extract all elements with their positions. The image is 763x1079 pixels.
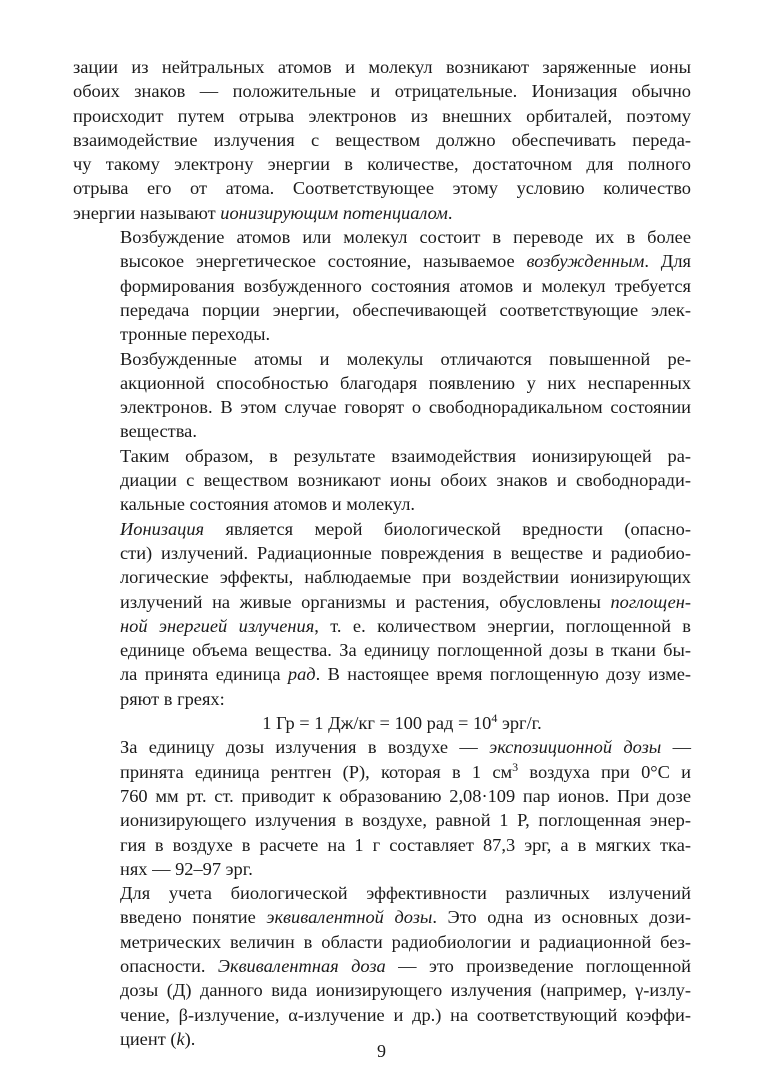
italic-term: ной энергией излучения bbox=[120, 615, 315, 636]
text-run: единице объема вещества. За единицу поглощенной дозы в ткани бы- bbox=[120, 640, 691, 661]
text-run: обоих знаков — положительные и отрицательные. Ионизация обычно bbox=[73, 81, 691, 102]
text-run: кальные состояния атомов и молекул. bbox=[120, 494, 415, 515]
text-run: ионизирующего излучения в воздухе, равной 1 Р, поглощенная энер- bbox=[120, 810, 691, 831]
italic-term: эквивалентной дозы bbox=[266, 907, 433, 928]
paragraph bbox=[73, 347, 691, 444]
text-run: 760 мм рт. ст. приводит к образованию 2,08·109 пар ионов. При дозе bbox=[120, 785, 691, 806]
paragraph bbox=[73, 517, 691, 711]
text-run: . Для bbox=[644, 251, 691, 272]
paragraph bbox=[73, 444, 691, 517]
text-line bbox=[73, 735, 691, 759]
text-line bbox=[73, 517, 691, 541]
text-run: нях — 92–97 эрг. bbox=[120, 858, 253, 879]
text-line bbox=[73, 55, 691, 79]
text-run: акционной способностью благодаря появлению у них неспаренных bbox=[120, 372, 691, 393]
text-run: воздуха при 0°С и bbox=[518, 761, 692, 782]
text-line bbox=[73, 978, 691, 1002]
text-line bbox=[73, 104, 691, 128]
text-run: — bbox=[661, 737, 691, 758]
italic-term: k bbox=[176, 1028, 185, 1049]
text-run: . Это одна из основных дози- bbox=[432, 907, 691, 928]
text-run: метрических величин в области радиобиологии и радиационной без- bbox=[120, 931, 691, 952]
text-line bbox=[73, 419, 691, 443]
italic-term: возбужденным bbox=[526, 251, 645, 272]
text-line bbox=[73, 857, 691, 881]
text-run: диации с веществом возникают ионы обоих знаков и свободноради- bbox=[120, 470, 691, 491]
text-run: Таким образом, в результате взаимодействия ионизирующей ра- bbox=[120, 445, 691, 466]
text-run: передача порции энергии, обеспечивающей соответствующие элек- bbox=[120, 299, 691, 320]
text-line bbox=[73, 833, 691, 857]
text-run: взаимодействие излучения с веществом должно обеспечивать переда- bbox=[73, 129, 691, 150]
text-line bbox=[73, 662, 691, 686]
text-run: , т. е. количеством энергии, поглощенной в bbox=[314, 615, 691, 636]
paragraph bbox=[73, 225, 691, 346]
text-run: ла принята единица bbox=[120, 664, 288, 685]
italic-term: Эквивалентная доза bbox=[217, 955, 386, 976]
text-run: энергии называют bbox=[73, 202, 221, 223]
text-line bbox=[73, 322, 691, 346]
text-line bbox=[73, 176, 691, 200]
text-line bbox=[73, 371, 691, 395]
superscript: 4 bbox=[491, 711, 498, 726]
text-run: Возбужденные атомы и молекулы отличаются повышенной ре- bbox=[120, 348, 691, 369]
text-run: электронов. В этом случае говорят о свободнорадикальном состоянии bbox=[120, 397, 691, 418]
text-line bbox=[73, 274, 691, 298]
text-run: принята единица рентген (Р), которая в 1 см bbox=[120, 761, 513, 782]
text-run: За единицу дозы излучения в воздухе — bbox=[120, 737, 490, 758]
text-line bbox=[73, 201, 691, 225]
text-run: чу такому электрону энергии в количестве, достаточном для полного bbox=[73, 154, 691, 175]
text-line bbox=[73, 152, 691, 176]
text-line bbox=[73, 905, 691, 929]
text-run: . В настоящее время поглощенную дозу изме- bbox=[315, 664, 692, 685]
text-line bbox=[73, 954, 691, 978]
text-run: высокое энергетическое состояние, называемое bbox=[120, 251, 527, 272]
text-run: ряют в греях: bbox=[120, 688, 225, 709]
text-run: является мерой биологической вредности (опасно- bbox=[204, 518, 691, 539]
text-run: отрыва его от атома. Соответствующее этому условию количество bbox=[73, 178, 691, 199]
text-run: Для учета биологической эффективности различных излучений bbox=[120, 883, 691, 904]
text-line bbox=[73, 225, 691, 249]
text-run: зации из нейтральных атомов и молекул возникают заряженные ионы bbox=[73, 57, 691, 77]
text-line bbox=[73, 541, 691, 565]
text-run: 1 Гр = 1 Дж/кг = 100 рад = 10 bbox=[262, 713, 492, 734]
paragraph bbox=[73, 735, 691, 881]
paragraph bbox=[73, 55, 691, 225]
text-run: логические эффекты, наблюдаемые при воздействии ионизирующих bbox=[120, 567, 691, 588]
italic-term: Ионизация bbox=[120, 518, 205, 539]
text-line bbox=[73, 1003, 691, 1027]
italic-term: рад bbox=[287, 664, 316, 685]
text-line bbox=[73, 808, 691, 832]
text-line bbox=[73, 590, 691, 614]
text-line bbox=[73, 687, 691, 711]
text-line bbox=[73, 565, 691, 589]
text-line bbox=[73, 444, 691, 468]
text-line bbox=[73, 298, 691, 322]
text-run: дозы (Д) данного вида ионизирующего излучения (например, γ-излу- bbox=[120, 980, 691, 1001]
text-line bbox=[73, 638, 691, 662]
text-line bbox=[73, 492, 691, 516]
text-run: сти) излучений. Радиационные повреждения в веществе и радиобио- bbox=[120, 542, 691, 563]
formula bbox=[73, 711, 691, 735]
text-line bbox=[73, 930, 691, 954]
text-run: формирования возбужденного состояния атомов и молекул требуется bbox=[120, 275, 691, 296]
text-line bbox=[73, 468, 691, 492]
text-run: опасности. bbox=[120, 955, 218, 976]
superscript: 3 bbox=[512, 759, 519, 774]
text-line bbox=[73, 614, 691, 638]
text-run: . bbox=[447, 202, 453, 223]
text-line bbox=[73, 347, 691, 371]
text-line bbox=[73, 395, 691, 419]
italic-term: ионизирующим потенциалом bbox=[220, 202, 448, 223]
page-number: 9 bbox=[377, 1041, 386, 1061]
text-run: введено понятие bbox=[120, 907, 267, 928]
text-line bbox=[113, 711, 691, 735]
text-run: излучений на живые организмы и растения, обусловлены bbox=[120, 591, 611, 612]
text-line bbox=[73, 760, 691, 784]
text-run: вещества. bbox=[120, 421, 197, 442]
italic-term: экспозиционной дозы bbox=[489, 737, 662, 758]
italic-term: поглощен- bbox=[610, 591, 691, 612]
text-run: тронные переходы. bbox=[120, 324, 271, 345]
text-line bbox=[73, 128, 691, 152]
text-run: чение, β-излучение, α-излучение и др.) на соответствующий коэффи- bbox=[120, 1004, 691, 1025]
body-text bbox=[73, 55, 691, 1051]
paragraph bbox=[73, 881, 691, 1051]
text-line bbox=[73, 249, 691, 273]
text-run: ). bbox=[184, 1028, 196, 1049]
text-line bbox=[73, 784, 691, 808]
text-line bbox=[73, 79, 691, 103]
text-line bbox=[73, 881, 691, 905]
text-run: циент ( bbox=[120, 1028, 177, 1049]
text-run: эрг/г. bbox=[497, 713, 542, 734]
text-run: — это произведение поглощенной bbox=[385, 955, 691, 976]
text-run: происходит путем отрыва электронов из внешних орбиталей, поэтому bbox=[73, 105, 691, 126]
text-run: Возбуждение атомов или молекул состоит в переводе их в более bbox=[120, 227, 691, 248]
text-run: гия в воздухе в расчете на 1 г составляет 87,3 эрг, а в мягких тка- bbox=[120, 834, 691, 855]
